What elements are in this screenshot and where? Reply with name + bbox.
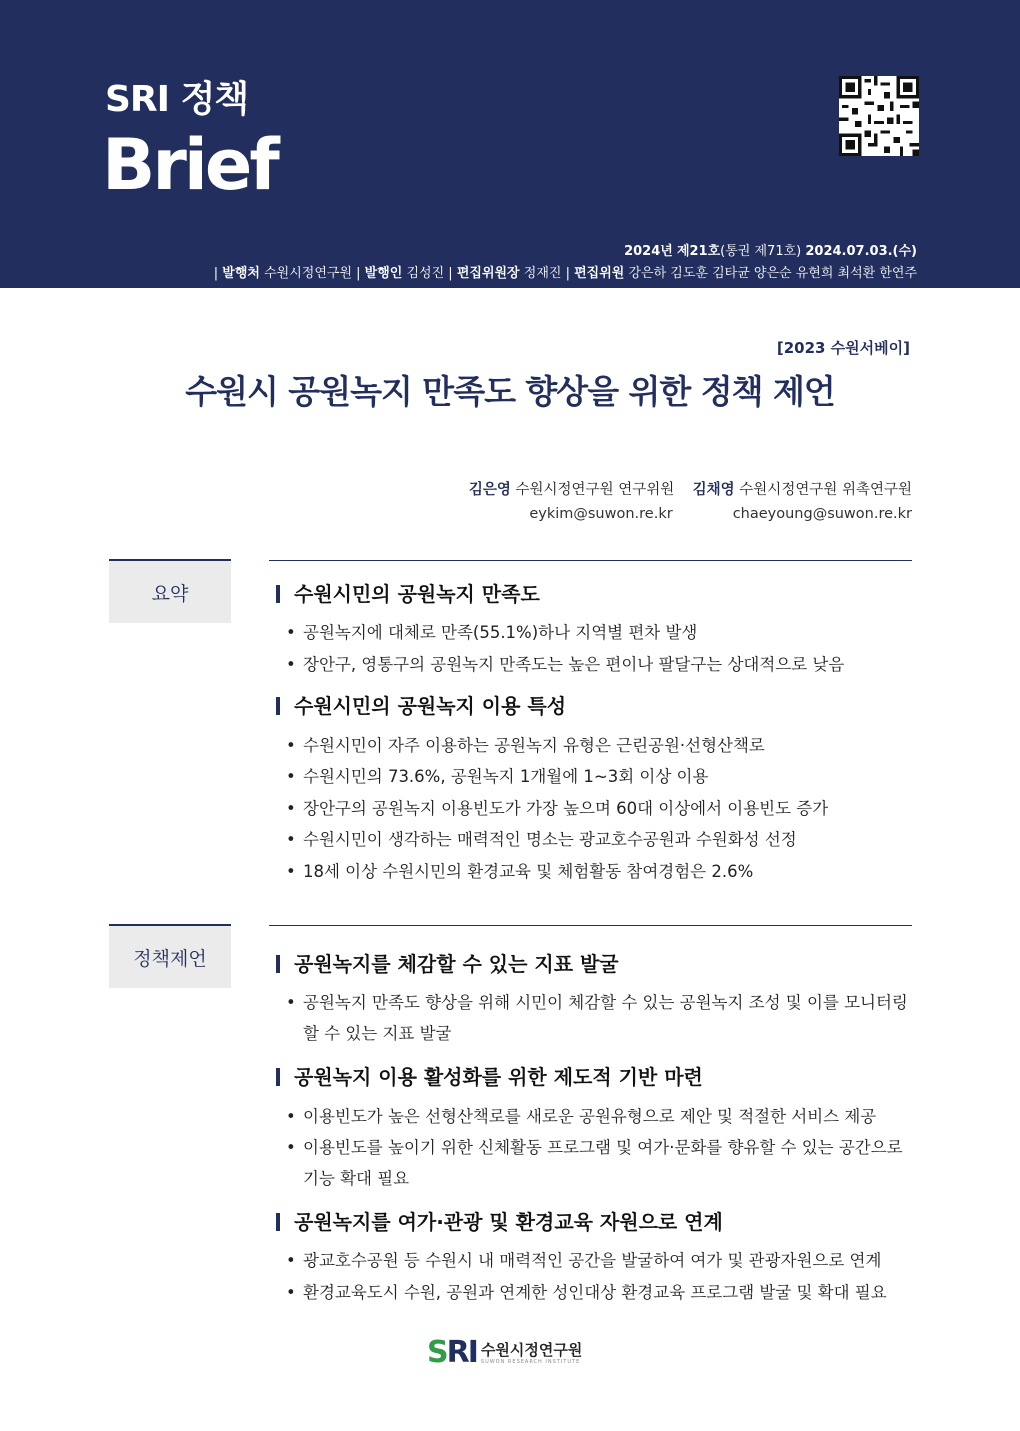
logo-name: 수원시정연구원 <box>480 1341 583 1359</box>
bullet-dot-icon: • <box>286 767 296 786</box>
bullet-dot-icon: • <box>286 1138 296 1157</box>
list-item: • 이용빈도를 높이기 위한 신체활동 프로그램 및 여가·문화를 향유할 수 있는 공간으로 기능 확대 필요 <box>286 1132 916 1194</box>
list-item: • 18세 이상 수원시민의 환경교육 및 체험활동 참여경험은 2.6% <box>286 856 916 887</box>
issue-number: 제21호 <box>676 244 721 259</box>
authors-line <box>469 478 912 499</box>
author-name: 김채영 <box>692 482 735 498</box>
issue-total: (통권 제71호) <box>720 244 802 259</box>
editors: 강은하 김도훈 김타균 양은순 유현희 최석환 한연주 <box>628 266 917 281</box>
bullet-dot-icon: • <box>286 736 296 755</box>
list-item: • 장안구, 영통구의 공원녹지 만족도는 높은 편이나 팔달구는 상대적으로 낮음 <box>286 649 916 680</box>
bullet-dot-icon: • <box>286 1283 296 1302</box>
list-item: • 수원시민이 자주 이용하는 공원녹지 유형은 근린공원·선형산책로 <box>286 730 916 761</box>
issuer: 김성진 <box>406 266 445 281</box>
bullet-dot-icon: • <box>286 1251 296 1270</box>
emails-line <box>529 506 912 522</box>
staff-info: | 발행처 수원시정연구원 | 발행인 김성진 | 편집위원장 정재진 | 편집위원 강은하 김도훈 김타균 양은순 유현희 최석환 한연주 <box>213 266 917 281</box>
list-item: • 공원녹지에 대체로 만족(55.1%)하나 지역별 편차 발생 <box>286 617 916 648</box>
section-bar-icon <box>276 697 280 715</box>
policy-label: 정책제언 <box>109 924 231 988</box>
bullet-dot-icon: • <box>286 830 296 849</box>
author-email-link[interactable]: chaeyoung@suwon.re.kr <box>732 506 912 522</box>
bullet-dot-icon: • <box>286 993 296 1012</box>
author-email-link[interactable]: eykim@suwon.re.kr <box>529 506 673 522</box>
summary-label: 요약 <box>109 559 231 623</box>
issue-year: 2024년 <box>624 244 673 259</box>
logo-subtitle: SUWON RESEARCH INSTITUTE <box>480 1359 581 1365</box>
publisher-label: 발행처 <box>222 266 260 281</box>
section-heading: 수원시민의 공원녹지 만족도 <box>276 578 540 607</box>
issuer-label: 발행인 <box>364 266 403 281</box>
author-name: 김은영 <box>468 482 511 498</box>
section-heading: 공원녹지를 여가·관광 및 환경교육 자원으로 연계 <box>276 1206 723 1235</box>
bullet-dot-icon: • <box>286 1107 296 1126</box>
list-item: • 수원시민의 73.6%, 공원녹지 1개월에 1~3회 이상 이용 <box>286 761 916 792</box>
chief-editor: 정재진 <box>523 266 562 281</box>
section-bar-icon <box>276 1213 280 1231</box>
divider <box>269 925 912 926</box>
list-item: • 환경교육도시 수원, 공원과 연계한 성인대상 환경교육 프로그램 발굴 및 확대 필요 <box>286 1277 916 1308</box>
section-heading: 공원녹지를 체감할 수 있는 지표 발굴 <box>276 948 619 977</box>
qr-code-icon[interactable] <box>839 76 919 156</box>
footer-logo <box>427 1337 582 1369</box>
divider <box>269 560 912 561</box>
issue-info <box>624 240 917 259</box>
logo-text <box>481 1341 582 1365</box>
bullet-dot-icon: • <box>286 623 296 642</box>
bullet-dot-icon: • <box>286 862 296 881</box>
list-item: • 공원녹지 만족도 향상을 위해 시민이 체감할 수 있는 공원녹지 조성 및 이를 모니터링 할 수 있는 지표 발굴 <box>286 987 916 1049</box>
chief-editor-label: 편집위원장 <box>456 266 520 281</box>
bullet-dot-icon: • <box>286 799 296 818</box>
section-heading: 수원시민의 공원녹지 이용 특성 <box>276 690 566 719</box>
brand-title: Brief <box>102 124 277 206</box>
section-bar-icon <box>276 1068 280 1086</box>
editors-label: 편집위원 <box>574 266 625 281</box>
publisher: 수원시정연구원 <box>264 266 352 281</box>
list-item: • 이용빈도가 높은 선형산책로를 새로운 공원유형으로 제안 및 적절한 서비스 제공 <box>286 1101 916 1132</box>
section-bar-icon <box>276 585 280 603</box>
list-item: • 광교호수공원 등 수원시 내 매력적인 공간을 발굴하여 여가 및 관광자원으로 연계 <box>286 1245 916 1276</box>
bullet-dot-icon: • <box>286 655 296 674</box>
author-affiliation: 수원시정연구원 위촉연구원 <box>739 482 912 498</box>
page-title: 수원시 공원녹지 만족도 향상을 위한 정책 제언 <box>185 372 835 411</box>
list-item: • 수원시민이 생각하는 매력적인 명소는 광교호수공원과 수원화성 선정 <box>286 824 916 855</box>
list-item: • 장안구의 공원녹지 이용빈도가 가장 높으며 60대 이상에서 이용빈도 증가 <box>286 793 916 824</box>
section-heading: 공원녹지 이용 활성화를 위한 제도적 기반 마련 <box>276 1061 703 1090</box>
header-banner <box>0 0 1020 288</box>
issue-day: 2024.07.03.(수) <box>805 244 917 259</box>
section-bar-icon <box>276 955 280 973</box>
brand-top: SRI 정책 <box>105 79 249 120</box>
author-affiliation: 수원시정연구원 연구위원 <box>515 482 675 498</box>
sri-logo-icon: SRI <box>427 1335 477 1370</box>
series-label: [2023 수원서베이] <box>776 339 910 357</box>
